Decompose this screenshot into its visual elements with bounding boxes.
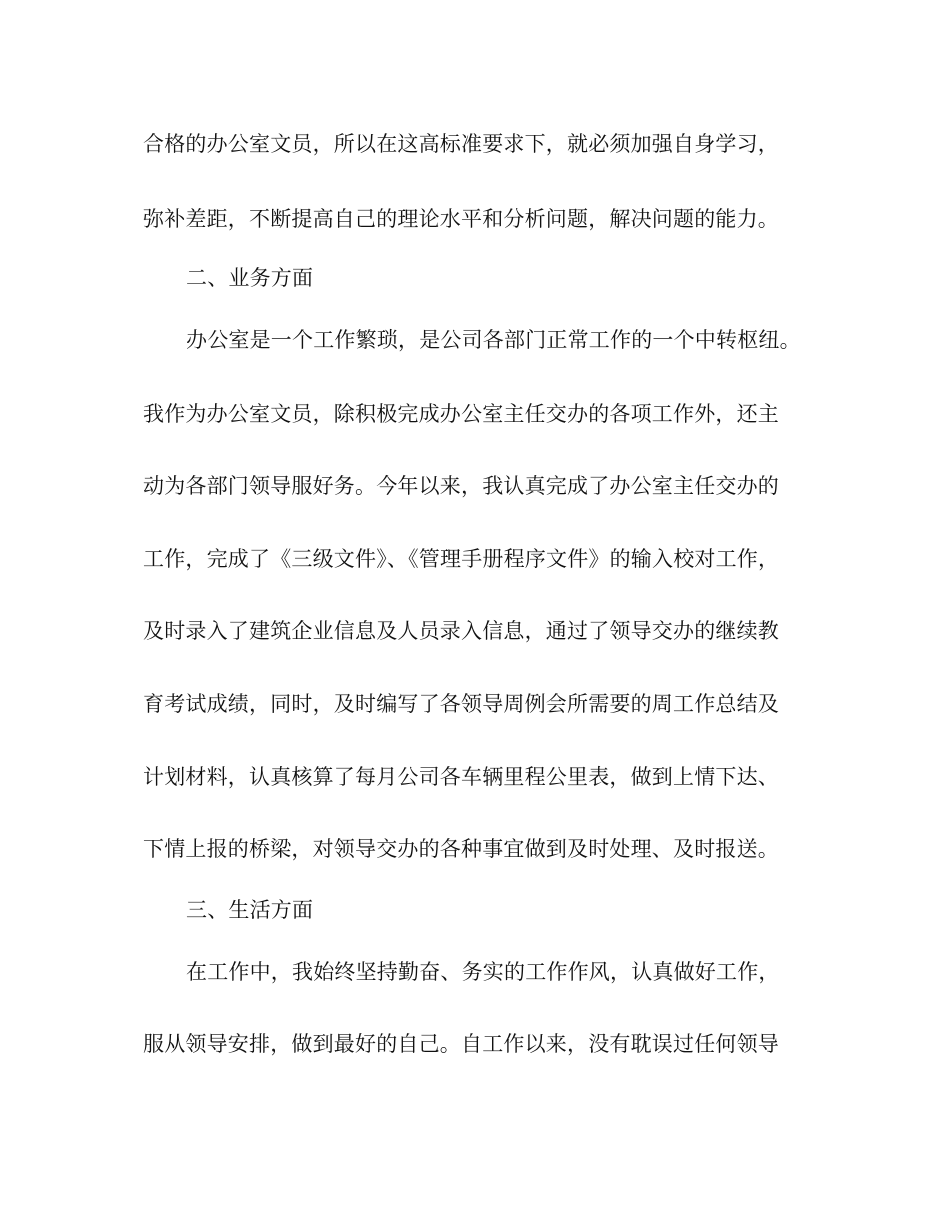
paragraph-line: 办公室是一个工作繁琐，是公司各部门正常工作的一个中转枢纽。 <box>186 328 801 352</box>
paragraph-line: 动为各部门领导服好务。今年以来，我认真完成了办公室主任交办的 <box>143 474 779 498</box>
section-heading-business: 二、业务方面 <box>186 266 314 290</box>
paragraph-line: 及时录入了建筑企业信息及人员录入信息，通过了领导交办的继续教 <box>143 619 779 643</box>
paragraph-line: 合格的办公室文员，所以在这高标准要求下，就必须加强自身学习， <box>143 132 779 156</box>
section-heading-life: 三、生活方面 <box>186 898 314 922</box>
paragraph-line: 在工作中，我始终坚持勤奋、务实的工作作风，认真做好工作， <box>186 960 780 984</box>
paragraph-line: 我作为办公室文员，除积极完成办公室主任交办的各项工作外，还主 <box>143 402 779 426</box>
paragraph-line: 弥补差距，不断提高自己的理论水平和分析问题，解决问题的能力。 <box>143 207 779 231</box>
paragraph-line: 工作，完成了《三级文件》、《管理手册程序文件》的输入校对工作， <box>143 547 780 571</box>
paragraph-line: 育考试成绩，同时，及时编写了各领导周例会所需要的周工作总结及 <box>143 692 779 716</box>
paragraph-line: 下情上报的桥梁，对领导交办的各种事宜做到及时处理、及时报送。 <box>143 837 779 861</box>
paragraph-line: 服从领导安排，做到最好的自己。自工作以来，没有耽误过任何领导 <box>143 1032 779 1056</box>
paragraph-line: 计划材料，认真核算了每月公司各车辆里程公里表，做到上情下达、 <box>143 765 779 789</box>
